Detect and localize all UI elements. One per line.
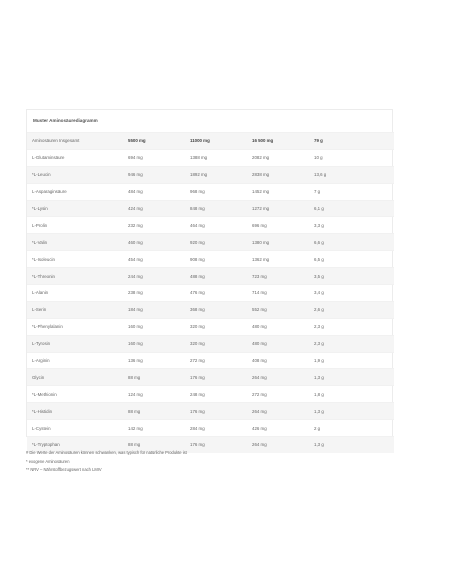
amino-acid-name-cell: *L-Tryptophan — [27, 437, 123, 453]
amount-cell: 1,3 g — [309, 437, 394, 453]
amount-cell: 136 mg — [123, 352, 185, 369]
amount-cell: 476 mg — [185, 285, 247, 302]
footnote: ** NRV – Nährstoffbezugswert nach LMIV — [26, 467, 102, 472]
amount-cell: 6,1 g — [309, 200, 394, 217]
amount-cell: 1272 mg — [247, 200, 309, 217]
amino-acid-name-cell: L-Tyrosin — [27, 335, 123, 352]
table-row — [27, 420, 394, 437]
amount-cell: 248 mg — [185, 386, 247, 403]
table-row — [27, 149, 394, 166]
amount-cell: 264 mg — [247, 403, 309, 420]
amount-cell: 3,4 g — [309, 285, 394, 302]
table-row — [27, 318, 394, 335]
table-row — [27, 352, 394, 369]
amino-acid-name-cell: *L-Valin — [27, 234, 123, 251]
amino-acid-name-cell: L-Arginin — [27, 352, 123, 369]
table-row — [27, 217, 394, 234]
amount-cell: 2,6 g — [309, 301, 394, 318]
amount-cell: 272 mg — [247, 386, 309, 403]
header-cell: 16 500 mg — [247, 133, 309, 150]
amount-cell: 480 mg — [247, 318, 309, 335]
amino-acid-name-cell: Glycin — [27, 369, 123, 386]
amount-cell: 454 mg — [123, 251, 185, 268]
amount-cell: 426 mg — [247, 420, 309, 437]
table-row — [27, 301, 394, 318]
amount-cell: 946 mg — [123, 166, 185, 183]
amount-cell: 1380 mg — [247, 234, 309, 251]
amount-cell: 488 mg — [185, 268, 247, 285]
amount-cell: 264 mg — [247, 437, 309, 453]
amount-cell: 7 g — [309, 183, 394, 200]
amount-cell: 176 mg — [185, 437, 247, 453]
amount-cell: 160 mg — [123, 335, 185, 352]
amino-acid-name-cell: *L-Lysin — [27, 200, 123, 217]
footnote: # Die Werte der Aminosäuren können schwanken, was typisch für natürliche Produkte ist — [26, 450, 187, 455]
amount-cell: 3,3 g — [309, 217, 394, 234]
amino-acid-name-cell: L-Asparaginsäure — [27, 183, 123, 200]
amount-cell: 238 mg — [123, 285, 185, 302]
amount-cell: 176 mg — [185, 369, 247, 386]
amount-cell: 2 g — [309, 420, 394, 437]
amount-cell: 694 mg — [123, 149, 185, 166]
amount-cell: 723 mg — [247, 268, 309, 285]
amount-cell: 244 mg — [123, 268, 185, 285]
amount-cell: 10 g — [309, 149, 394, 166]
table-row — [27, 166, 394, 183]
amount-cell: 920 mg — [185, 234, 247, 251]
amount-cell: 184 mg — [123, 301, 185, 318]
table-row — [27, 268, 394, 285]
amino-acid-name-cell: L-Alanin — [27, 285, 123, 302]
amount-cell: 88 mg — [123, 437, 185, 453]
amount-cell: 2,3 g — [309, 318, 394, 335]
amount-cell: 3,5 g — [309, 268, 394, 285]
amount-cell: 908 mg — [185, 251, 247, 268]
amount-cell: 13,6 g — [309, 166, 394, 183]
amount-cell: 320 mg — [185, 335, 247, 352]
amount-cell: 176 mg — [185, 403, 247, 420]
amount-cell: 1,3 g — [309, 403, 394, 420]
amount-cell: 1,3 g — [309, 369, 394, 386]
amount-cell: 88 mg — [123, 403, 185, 420]
amino-acid-table-card — [26, 109, 393, 448]
table-row — [27, 403, 394, 420]
amount-cell: 2838 mg — [247, 166, 309, 183]
amount-cell: 408 mg — [247, 352, 309, 369]
amount-cell: 1892 mg — [185, 166, 247, 183]
amount-cell: 320 mg — [185, 318, 247, 335]
amount-cell: 2,3 g — [309, 335, 394, 352]
amino-acid-name-cell: *L-Leucin — [27, 166, 123, 183]
amount-cell: 696 mg — [247, 217, 309, 234]
table-title: Muster Aminosäurediagramm — [33, 118, 98, 123]
amino-acid-name-cell: *L-Isoleucin — [27, 251, 123, 268]
amino-acid-name-cell: L-Cystein — [27, 420, 123, 437]
amount-cell: 1452 mg — [247, 183, 309, 200]
amount-cell: 264 mg — [247, 369, 309, 386]
amount-cell: 6,6 g — [309, 234, 394, 251]
amount-cell: 480 mg — [247, 335, 309, 352]
amount-cell: 6,5 g — [309, 251, 394, 268]
table-row — [27, 200, 394, 217]
amount-cell: 368 mg — [185, 301, 247, 318]
table-row — [27, 335, 394, 352]
amino-acid-name-cell: L-Serin — [27, 301, 123, 318]
table-row — [27, 369, 394, 386]
table-row — [27, 183, 394, 200]
amino-acid-name-cell: L-Glutaminsäure — [27, 149, 123, 166]
amount-cell: 2082 mg — [247, 149, 309, 166]
amount-cell: 272 mg — [185, 352, 247, 369]
amount-cell: 464 mg — [185, 217, 247, 234]
amount-cell: 1,8 g — [309, 386, 394, 403]
amount-cell: 968 mg — [185, 183, 247, 200]
amount-cell: 124 mg — [123, 386, 185, 403]
table-row — [27, 386, 394, 403]
amount-cell: 552 mg — [247, 301, 309, 318]
amount-cell: 1362 mg — [247, 251, 309, 268]
amount-cell: 714 mg — [247, 285, 309, 302]
header-cell: 79 g — [309, 133, 394, 150]
header-cell: Aminosäuren Insgesamt — [27, 133, 123, 150]
table-row — [27, 251, 394, 268]
amino-acid-name-cell: *L-Threonin — [27, 268, 123, 285]
table-header-row — [27, 133, 394, 150]
amount-cell: 1388 mg — [185, 149, 247, 166]
amount-cell: 848 mg — [185, 200, 247, 217]
amount-cell: 424 mg — [123, 200, 185, 217]
amount-cell: 142 mg — [123, 420, 185, 437]
amount-cell: 1,9 g — [309, 352, 394, 369]
amino-acid-name-cell: *L-Phenylalanin — [27, 318, 123, 335]
footnotes — [26, 449, 187, 475]
amino-acid-name-cell: *L-Histidin — [27, 403, 123, 420]
amount-cell: 284 mg — [185, 420, 247, 437]
header-cell: 5500 mg — [123, 133, 185, 150]
amino-acid-name-cell: L-Prolin — [27, 217, 123, 234]
table-row — [27, 234, 394, 251]
amino-acid-name-cell: *L-Methionin — [27, 386, 123, 403]
footnote: * exogene Aminosäuren — [26, 458, 70, 464]
amount-cell: 160 mg — [123, 318, 185, 335]
amount-cell: 88 mg — [123, 369, 185, 386]
amount-cell: 232 mg — [123, 217, 185, 234]
amino-acid-table — [27, 132, 394, 453]
amount-cell: 460 mg — [123, 234, 185, 251]
table-row — [27, 285, 394, 302]
table-body — [27, 149, 394, 453]
header-cell: 11000 mg — [185, 133, 247, 150]
amount-cell: 484 mg — [123, 183, 185, 200]
